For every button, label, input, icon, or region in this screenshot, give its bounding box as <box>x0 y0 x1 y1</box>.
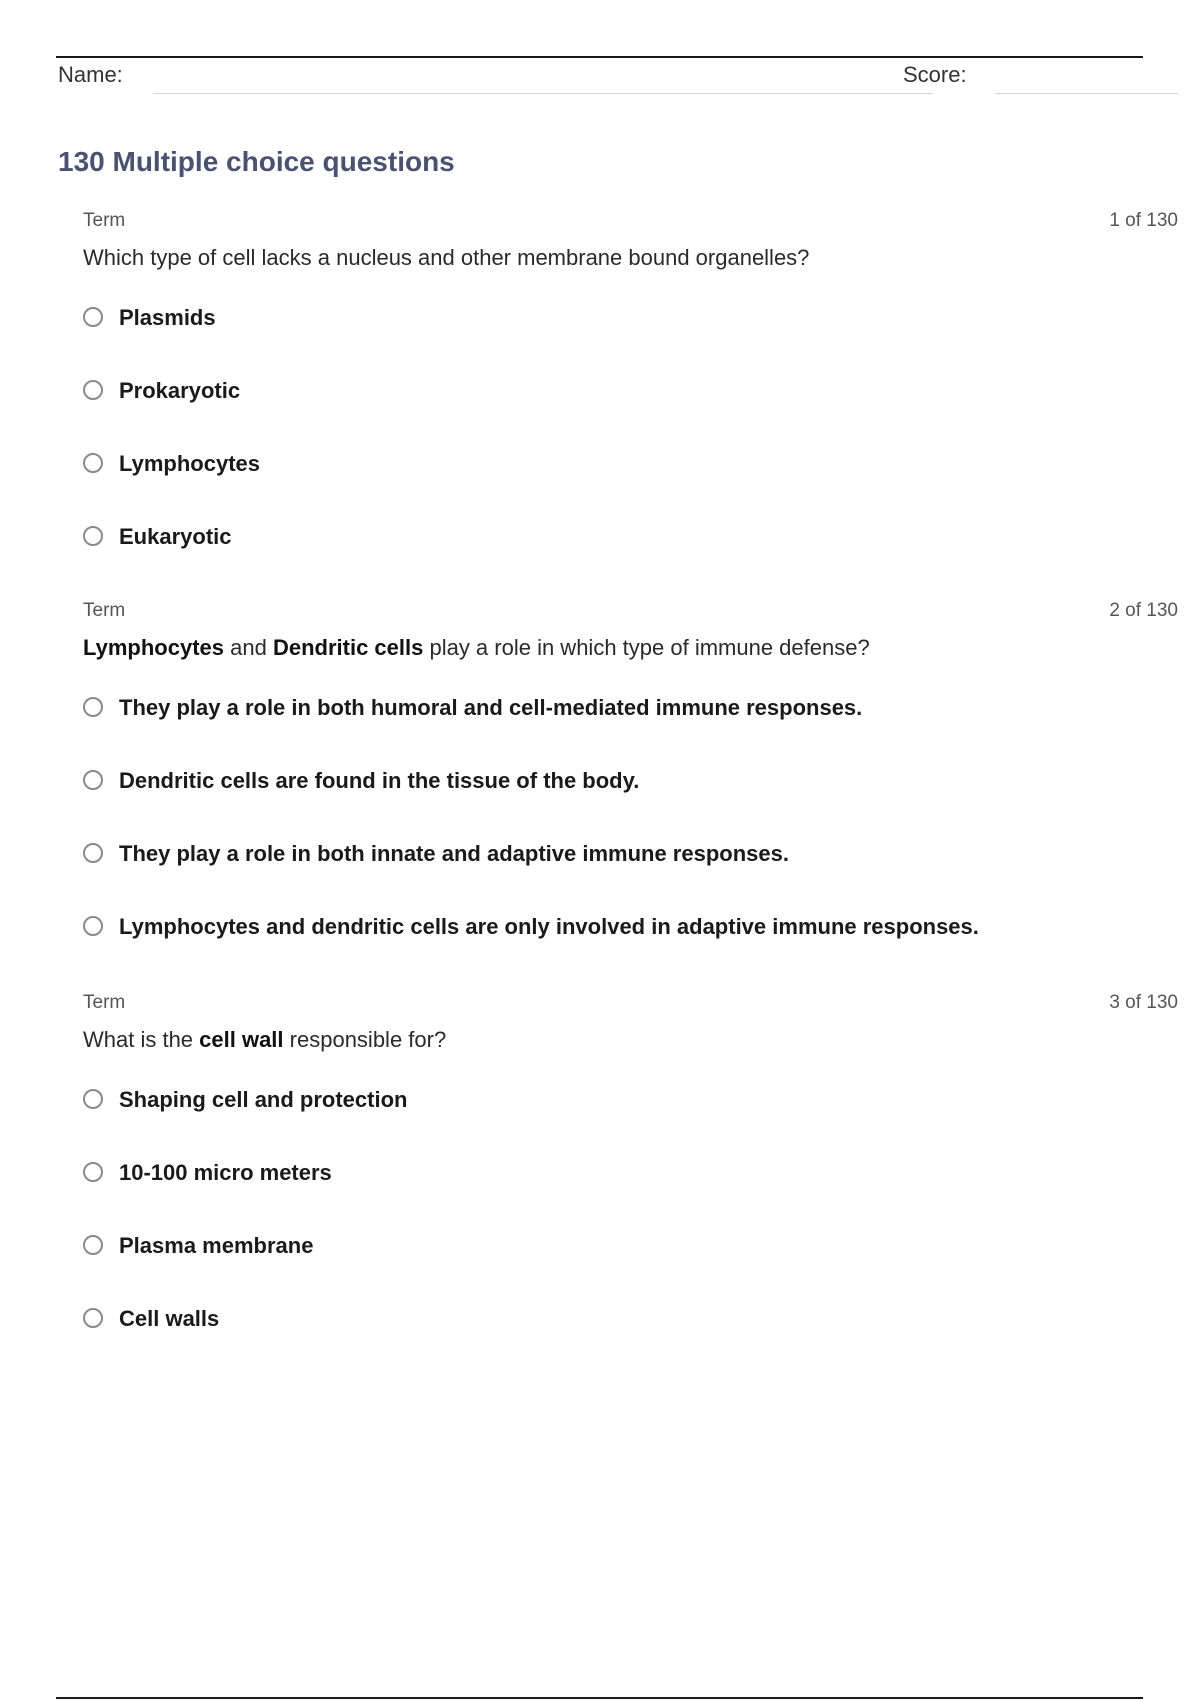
question-prompt: Which type of cell lacks a nucleus and other membrane bound organelles? <box>83 245 810 270</box>
option-label: 10-100 micro meters <box>119 1160 332 1185</box>
radio-button-icon[interactable] <box>83 1089 103 1109</box>
option-label: Shaping cell and protection <box>119 1087 408 1112</box>
option-label: Plasma membrane <box>119 1233 314 1258</box>
bottom-rule <box>56 1697 1143 1699</box>
term-label: Term <box>83 992 126 1013</box>
question-counter: 3 of 130 <box>1109 992 1178 1013</box>
option-label: Dendritic cells are found in the tissue of the body. <box>119 768 640 793</box>
option-label: Eukaryotic <box>119 524 232 549</box>
term-label: Term <box>83 600 126 621</box>
radio-button-icon[interactable] <box>83 380 103 400</box>
option-label: Lymphocytes <box>119 451 261 476</box>
radio-button-icon[interactable] <box>83 1308 103 1328</box>
radio-button-icon[interactable] <box>83 916 103 936</box>
radio-button-icon[interactable] <box>83 697 103 717</box>
radio-button-icon[interactable] <box>83 1162 103 1182</box>
option-label: Prokaryotic <box>119 378 241 403</box>
page-title: 130 Multiple choice questions <box>58 146 455 177</box>
top-rule <box>56 56 1143 58</box>
question-prompt: Lymphocytes and Dendritic cells play a role in which type of immune defense? <box>83 635 870 660</box>
term-label: Term <box>83 210 126 231</box>
radio-button-icon[interactable] <box>83 1235 103 1255</box>
score-field[interactable] <box>995 93 1178 94</box>
question-counter: 2 of 130 <box>1109 600 1178 621</box>
option-label: They play a role in both humoral and cell-mediated immune responses. <box>119 695 863 720</box>
option-label: Lymphocytes and dendritic cells are only involved in adaptive immune responses. <box>119 914 979 939</box>
radio-button-icon[interactable] <box>83 453 103 473</box>
option-label: Plasmids <box>119 305 216 330</box>
score-label: Score: <box>903 62 967 87</box>
question-prompt: What is the cell wall responsible for? <box>83 1027 447 1052</box>
radio-button-icon[interactable] <box>83 843 103 863</box>
radio-button-icon[interactable] <box>83 307 103 327</box>
name-field[interactable] <box>153 93 933 94</box>
question-counter: 1 of 130 <box>1109 210 1178 231</box>
option-label: They play a role in both innate and adaptive immune responses. <box>119 841 789 866</box>
radio-button-icon[interactable] <box>83 526 103 546</box>
header-row <box>58 60 1178 96</box>
radio-button-icon[interactable] <box>83 770 103 790</box>
name-label: Name: <box>58 62 123 87</box>
option-label: Cell walls <box>119 1306 220 1331</box>
